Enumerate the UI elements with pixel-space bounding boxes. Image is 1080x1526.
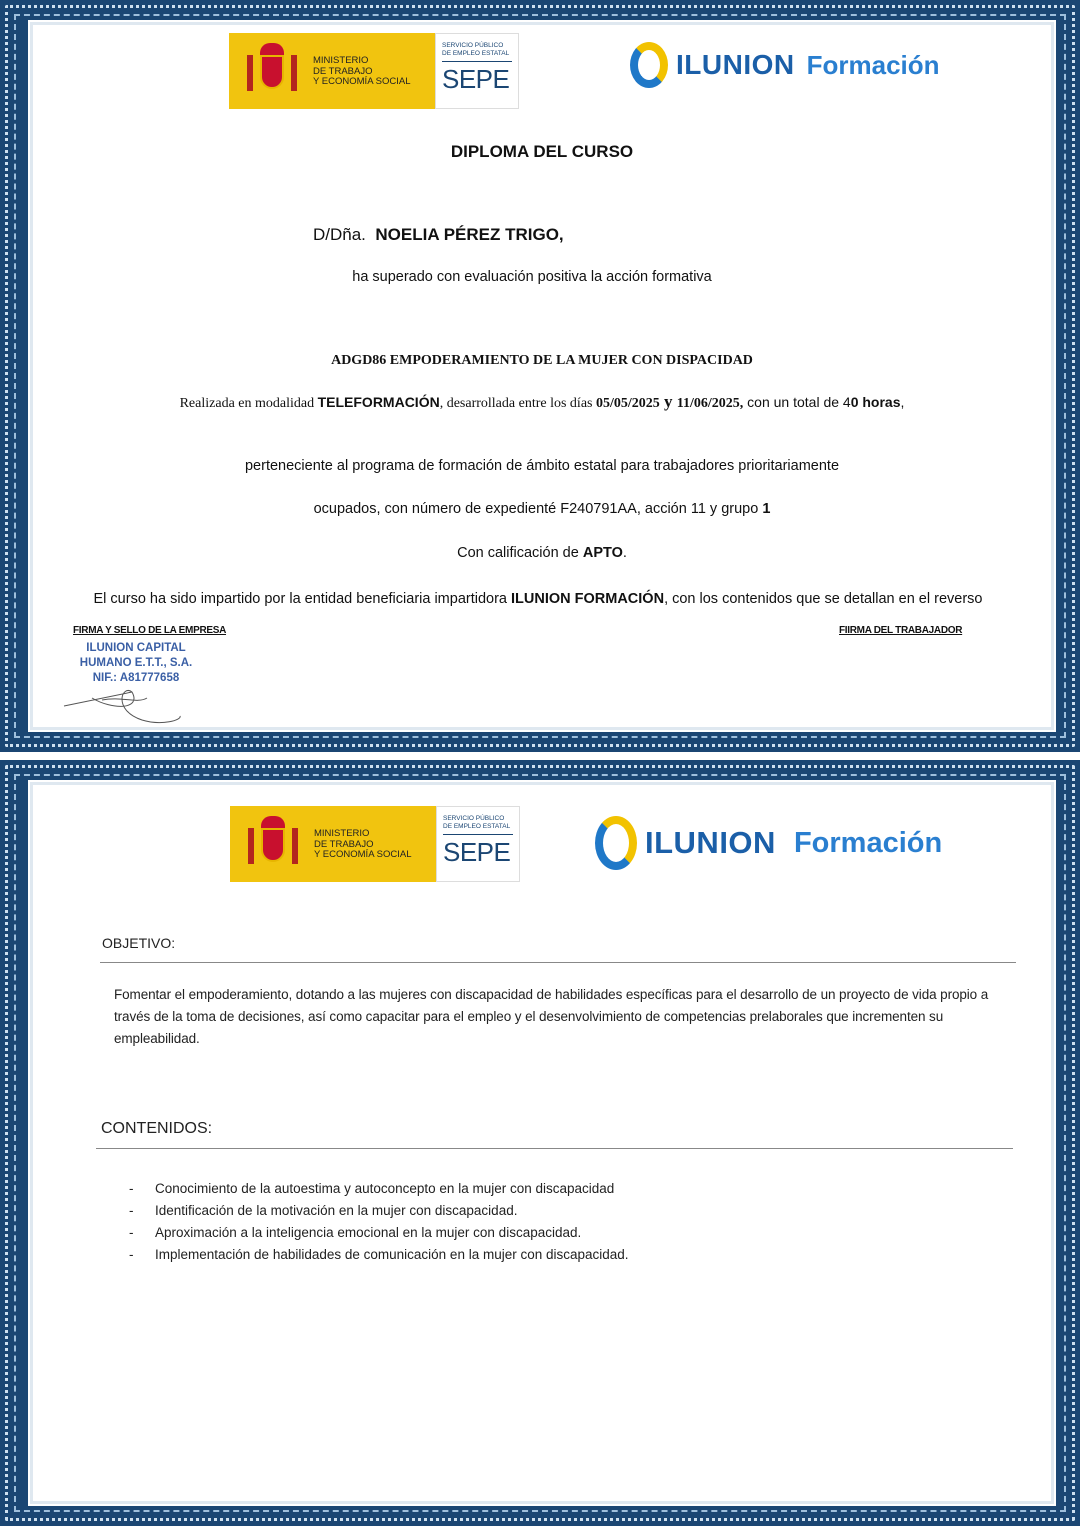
ministry-text: DE TRABAJO xyxy=(313,65,373,77)
list-item: - Aproximación a la inteligencia emocional en la mujer con discapacidad. xyxy=(129,1222,629,1244)
text: Realizada en modalidad xyxy=(179,396,318,411)
diploma-front-content xyxy=(30,22,1054,730)
sepe-text: SEPE xyxy=(443,837,511,867)
signature-scribble-icon xyxy=(62,680,192,730)
worker-signature-label: FIIRMA DEL TRABAJADOR xyxy=(839,625,963,636)
end-date: 11/06/2025, xyxy=(676,396,744,411)
hours: 0 horas xyxy=(850,394,901,410)
impart-line xyxy=(28,591,1048,607)
course-title: ADGD86 EMPODERAMIENTO DE LA MUJER CON DISPACIDAD xyxy=(331,353,753,368)
ministry-text: MINISTERIO xyxy=(313,55,369,66)
formacion-text: Formación xyxy=(793,826,943,859)
modality-line xyxy=(32,392,1052,412)
diploma-title: DIPLOMA DEL CURSO xyxy=(450,142,634,161)
group-number: 1 xyxy=(762,501,771,517)
divider xyxy=(96,1148,1013,1149)
contents-title: CONTENIDOS: xyxy=(101,1120,213,1137)
recipient-name: NOELIA PÉREZ TRIGO, xyxy=(375,225,564,244)
ministry-text: DE TRABAJO xyxy=(314,838,374,850)
text: El curso ha sido impartido por la entidad beneficiaria impartidora xyxy=(93,591,512,607)
spain-coat-of-arms-icon xyxy=(244,814,302,874)
stamp-line: NIF.: A81777658 xyxy=(92,672,180,684)
sepe-subtitle: SERVICIO PÚBLICO xyxy=(443,815,505,822)
objective-title: OBJETIVO: xyxy=(102,935,176,951)
passed-text: ha superado con evaluación positiva la acción formativa xyxy=(352,269,712,285)
stamp-line: ILUNION CAPITAL xyxy=(86,642,186,654)
objective-text: Fomentar el empoderamiento, dotando a las mujeres con discapacidad de habilidades específicas para el desarrollo de un proyecto de vida propio a través de la toma de decisiones, así como capacitar para el empleo y el desenvolvimiento de competencias prelaborales que incrementen su empleabilidad. xyxy=(114,987,989,1046)
ministry-text: Y ECONOMÍA SOCIAL xyxy=(313,76,411,87)
sepe-subtitle: SERVICIO PÚBLICO xyxy=(442,42,504,49)
sepe-subtitle: DE EMPLEO ESTATAL xyxy=(443,823,511,830)
text: , xyxy=(900,394,905,410)
text: . xyxy=(622,545,627,561)
list-item: - Identificación de la motivación en la mujer con discapacidad. xyxy=(129,1200,629,1222)
ilunion-text: ILUNION xyxy=(645,825,776,860)
text: , con los contenidos que se detallan en el reverso xyxy=(664,591,983,607)
text: y xyxy=(659,392,677,411)
grade-value: APTO xyxy=(582,545,623,561)
ministry-text: MINISTERIO xyxy=(314,828,370,839)
sepe-text: SEPE xyxy=(442,64,510,94)
name-prefix: D/Dña. xyxy=(313,225,366,244)
program-text: ocupados, con número de expedienté F240791AA, acción 11 y grupo xyxy=(313,501,763,517)
impart-entity: ILUNION FORMACIÓN xyxy=(511,591,665,607)
grade-line xyxy=(32,545,1052,561)
list-item: - Implementación de habilidades de comunicación en la mujer con discapacidad. xyxy=(129,1244,629,1266)
ilunion-logo xyxy=(595,816,942,870)
text: , desarrollada entre los días xyxy=(439,396,596,411)
formacion-text: Formación xyxy=(806,49,940,80)
sepe-subtitle: DE EMPLEO ESTATAL xyxy=(442,50,510,57)
text: con un total de 4 xyxy=(743,394,851,410)
spain-coat-of-arms-icon xyxy=(243,41,301,101)
ilunion-ring-icon xyxy=(630,42,668,88)
stamp-line: HUMANO E.T.T., S.A. xyxy=(79,657,193,669)
contents-list xyxy=(129,1178,629,1266)
ministry-sepe-logo xyxy=(230,806,520,882)
ministry-text: Y ECONOMÍA SOCIAL xyxy=(314,849,412,860)
start-date: 05/05/2025 xyxy=(595,396,660,411)
recipient-line xyxy=(313,225,564,245)
ministry-sepe-logo xyxy=(229,33,519,109)
list-item: - Conocimiento de la autoestima y autoconcepto en la mujer con discapacidad xyxy=(129,1178,629,1200)
grade-label: Con calificación de xyxy=(457,545,583,561)
ilunion-text: ILUNION xyxy=(676,49,795,80)
program-line-2 xyxy=(32,501,1052,517)
modality: TELEFORMACIÓN xyxy=(317,394,440,410)
ilunion-ring-icon xyxy=(595,816,637,870)
diploma-front xyxy=(0,0,1080,752)
diploma-back xyxy=(0,760,1080,1526)
divider xyxy=(100,962,1016,963)
program-text: perteneciente al programa de formación de ámbito estatal para trabajadores prioritariamente xyxy=(244,458,840,474)
company-signature-label: FIRMA Y SELLO DE LA EMPRESA xyxy=(73,625,227,636)
diploma-back-content xyxy=(30,782,1054,1504)
ilunion-logo xyxy=(630,42,940,88)
